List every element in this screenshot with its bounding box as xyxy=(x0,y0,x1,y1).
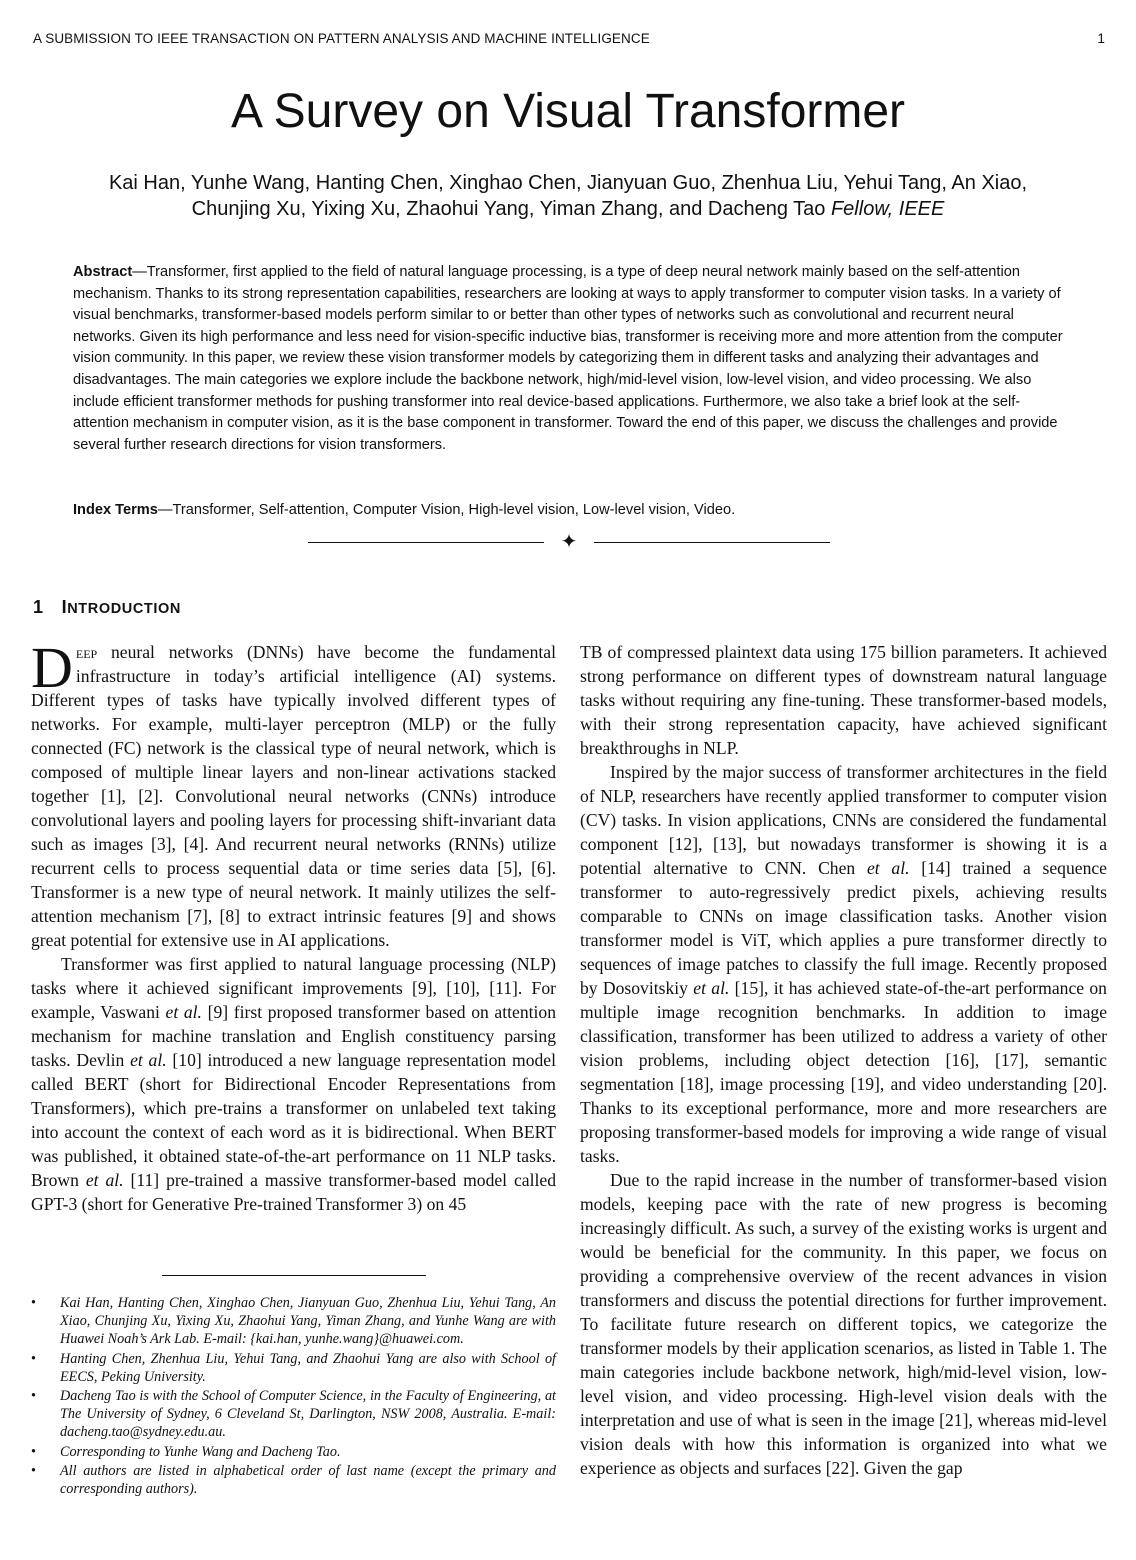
section-title-initial: I xyxy=(61,597,68,617)
bullet-icon: • xyxy=(31,1462,36,1479)
footnote-text: Hanting Chen, Zhenhua Liu, Yehui Tang, and Zhaohui Yang are also with School of EECS, Peking University. xyxy=(60,1350,556,1385)
paragraph-1 xyxy=(31,635,556,952)
drop-cap: D xyxy=(31,635,73,700)
authors-line-2 xyxy=(20,196,1116,222)
etal: et al. xyxy=(866,858,910,878)
bullet-icon: • xyxy=(31,1350,36,1367)
authors-line-2-names: Chunjing Xu, Yixing Xu, Zhaohui Yang, Yiman Zhang, and Dacheng Tao xyxy=(191,198,826,220)
abstract xyxy=(73,262,1067,456)
index-terms-label: Index Terms xyxy=(73,502,158,518)
etal: et al. xyxy=(85,1170,124,1190)
divider-star-icon: ✦ xyxy=(560,531,578,553)
footnote-item xyxy=(31,1462,556,1498)
divider-rule-left xyxy=(308,542,544,543)
bullet-icon: • xyxy=(31,1388,36,1405)
footnote-item xyxy=(31,1350,556,1386)
paragraph-r2-part-a: Inspired by the major success of transformer architectures in the field of NLP, researchers have recently applied transformer to computer vision (CV) tasks. In vision applications, CNNs are considered the fundamental component [12], [13], but nowadays transformer is showing it is a potential alternative to CNN. Chen xyxy=(580,762,1107,878)
index-terms-text: —Transformer, Self-attention, Computer Vision, High-level vision, Low-level vision, Video. xyxy=(157,502,736,518)
paragraph-r3: Due to the rapid increase in the number of transformer-based vision models, keeping pace with the rate of new progress is becoming increasingly difficult. As such, a survey of the existing works is urgent and would be beneficial for the community. In this paper, we focus on providing a comprehensive overview of the recent advances in vision transformers and discuss the potential directions for further improvement. To facilitate future research on different topics, we categorize the transformer models by their application scenarios, as listed in Table 1. The main categories include backbone network, high/mid-level vision, low-level vision, and video processing. High-level vision deals with the interpretation and use of what is seen in the image [21], whereas mid-level vision deals with how this information is organized into what we experience as objects and surfaces [22]. Given the gap xyxy=(580,1170,1107,1478)
paragraph-2-part-d: [11] pre-trained a massive transformer-based model called GPT-3 (short for Generative Pre-trained Transformer 3) on 45 xyxy=(31,1170,556,1214)
paragraph-r2-part-c: [15], it has achieved state-of-the-art performance on multiple image recognition benchmarks. In addition to image classification, transformer has been utilized to address a variety of other vision problems, including object detection [16], [17], semantic segmentation [18], image processing [19], and video understanding [20]. Thanks to its exceptional performance, more and more researchers are proposing transformer-based models for improving a wide range of visual tasks. xyxy=(580,978,1107,1166)
running-title: A SUBMISSION TO IEEE TRANSACTION ON PATTERN ANALYSIS AND MACHINE INTELLIGENCE xyxy=(33,31,650,46)
footnote-item xyxy=(31,1387,556,1442)
footnotes xyxy=(31,1294,556,1499)
paragraph-r2 xyxy=(580,760,1107,1168)
paragraph-r1: TB of compressed plaintext data using 175 billion parameters. It achieved strong performance on different types of downstream natural language tasks without requiring any fine-tuning. These transformer-based models, with their strong representation capacity, have achieved significant breakthroughs in NLP. xyxy=(580,642,1107,758)
page-number: 1 xyxy=(1097,31,1105,46)
footnote-rule xyxy=(162,1275,426,1276)
lead-smallcaps: eep xyxy=(75,642,98,662)
section-heading xyxy=(33,597,181,618)
paragraph-1-text: neural networks (DNNs) have become the fundamental infrastructure in today’s artificial intelligence (AI) systems. Different types of tasks have typically involved different types of networks. For example, multi-layer perceptron (MLP) or the fully connected (FC) network is the classical type of neural network, which is composed of multiple linear layers and non-linear activations stacked together [1], [2]. Convolutional neural networks (CNNs) introduce convolutional layers and pooling layers for processing shift-invariant data such as images [3], [4]. And recurrent neural networks (RNNs) utilize recurrent cells to process sequential data or time series data [5], [6]. Transformer is a new type of neural network. It mainly utilizes the self-attention mechanism [7], [8] to extract intrinsic features [9] and shows great potential for extensive use in AI applications. xyxy=(31,642,556,950)
etal: et al. xyxy=(130,1050,167,1070)
abstract-text: —Transformer, first applied to the field of natural language processing, is a type of deep neural network mainly based on the self-attention mechanism. Thanks to its strong representation capabilities, researchers are looking at ways to apply transformer to computer vision tasks. In a variety of visual benchmarks, transformer-based models perform similar to or better than other types of networks such as convolutional and recurrent neural networks. Given its high performance and less need for vision-specific inductive bias, transformer is receiving more and more attention from the computer vision community. In this paper, we review these vision transformer models by categorizing them in different tasks and analyzing their advantages and disadvantages. The main categories we explore include the backbone network, high/mid-level vision, low-level vision, and video processing. We also include efficient transformer methods for pushing transformer into real device-based applications. Furthermore, we also take a brief look at the self-attention mechanism in computer vision, as it is the base component in transformer. Toward the end of this paper, we discuss the challenges and provide several further research directions for vision transformers. xyxy=(73,264,1063,453)
etal: et al. xyxy=(693,978,730,998)
section-divider xyxy=(308,533,830,553)
abstract-label: Abstract xyxy=(73,264,133,280)
paragraph-r2-part-b: [14] trained a sequence transformer to auto-regressively predict pixels, achieving results comparable to CNNs on image classification tasks. Another vision transformer model is ViT, which applies a pure transformer directly to sequences of image patches to classify the full image. Recently proposed by Dosovitskiy xyxy=(580,858,1107,998)
paragraph-2-part-b: [9] first proposed transformer based on attention mechanism for machine translation and English constituency parsing tasks. Devlin xyxy=(31,1002,556,1070)
footnote-text: Dacheng Tao is with the School of Computer Science, in the Faculty of Engineering, at The University of Sydney, 6 Cleveland St, Darlington, NSW 2008, Australia. E-mail: dacheng.tao@sydney.edu.au. xyxy=(60,1388,556,1441)
bullet-icon: • xyxy=(31,1443,36,1460)
paragraph-2 xyxy=(31,952,556,1216)
footnote-text: All authors are listed in alphabetical order of last name (except the primary and corresponding authors). xyxy=(60,1462,556,1498)
footnote-text: Corresponding to Yunhe Wang and Dacheng Tao. xyxy=(60,1443,341,1460)
index-terms xyxy=(73,500,1067,520)
bullet-icon: • xyxy=(31,1295,36,1311)
etal: et al. xyxy=(165,1002,202,1022)
authors-line-1: Kai Han, Yunhe Wang, Hanting Chen, Xinghao Chen, Jianyuan Guo, Zhenhua Liu, Yehui Tang, An Xiao, xyxy=(108,172,1028,194)
divider-rule-right xyxy=(594,542,830,543)
author-list xyxy=(20,170,1116,222)
footnote-item xyxy=(31,1294,556,1349)
section-number: 1 xyxy=(33,597,44,617)
paper-title: A Survey on Visual Transformer xyxy=(230,85,906,138)
left-column xyxy=(31,635,556,1216)
section-title-rest: NTRODUCTION xyxy=(67,601,181,617)
paragraph-2-part-c: [10] introduced a new language representation model called BERT (short for Bidirectional Encoder Representations from Transformers), which pre-trains a transformer on unlabeled text taking into account the context of each word as it is bidirectional. When BERT was published, it obtained state-of-the-art performance on 11 NLP tasks. Brown xyxy=(31,1050,556,1190)
footnote-text: Kai Han, Hanting Chen, Xinghao Chen, Jianyuan Guo, Zhenhua Liu, Yehui Tang, An Xiao, Chunjing Xu, Yixing Xu, Zhaohui Yang, Yiman Zhang, and Yunhe Wang are with Huawei Noah’s Ark Lab. E-mail: {kai.han, yunhe.wang}@huawei.com. xyxy=(60,1295,556,1348)
running-header xyxy=(33,31,1105,49)
footnote-item xyxy=(31,1443,556,1461)
fellow-designation: Fellow, IEEE xyxy=(830,198,945,220)
paragraph-2-part-a: Transformer was first applied to natural language processing (NLP) tasks where it achieved significant improvements [9], [10], [11]. For example, Vaswani xyxy=(31,954,556,1022)
right-column xyxy=(580,640,1107,1480)
section-title xyxy=(62,597,181,617)
